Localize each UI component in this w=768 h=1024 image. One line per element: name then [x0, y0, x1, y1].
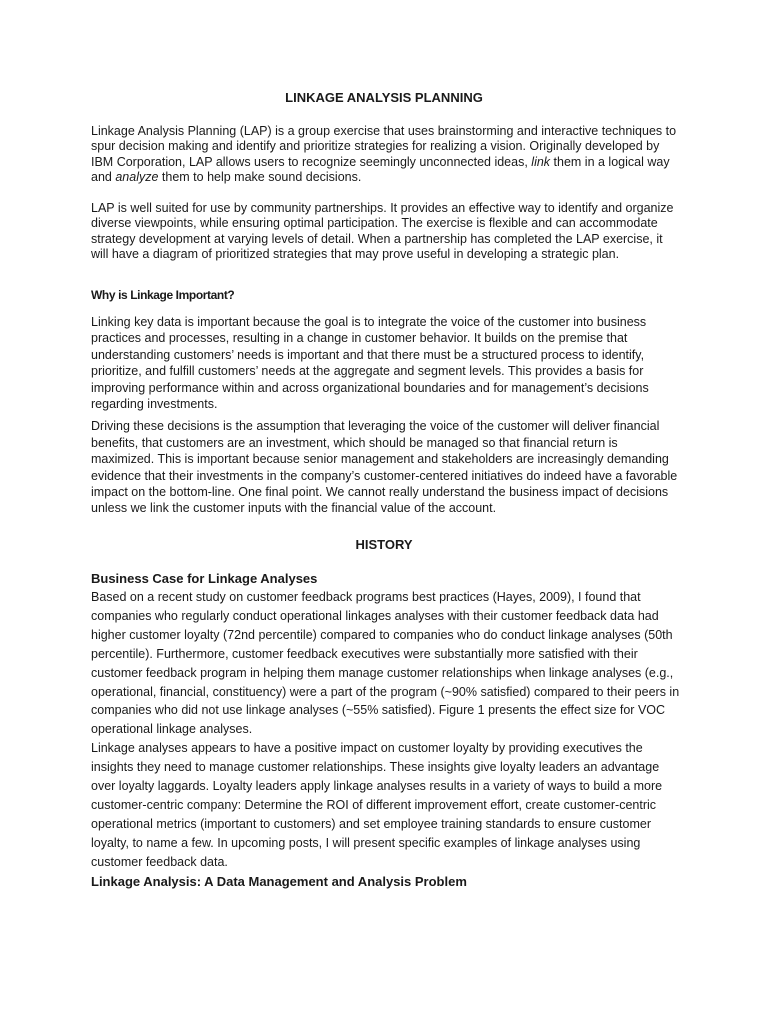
intro-p1-after: them to help make sound decisions. — [158, 169, 362, 184]
history-heading: HISTORY — [355, 537, 413, 552]
intro-paragraph-2: LAP is well suited for use by community partnerships. It provides an effective way to identify and organize diverse viewpoints, while ensuring optimal participation. The exercise is flexible and can accommodate strategy development at varying levels of detail. When a partnership has completed the LAP exercise, it will have a diagram of prioritized strategies that may prove useful in developing a strategic plan. — [91, 201, 674, 262]
intro-paragraph-1 — [91, 124, 683, 185]
data-management-heading: Linkage Analysis: A Data Management and Analysis Problem — [91, 873, 467, 889]
history-paragraph-1: Based on a recent study on customer feedback programs best practices (Hayes, 2009), I found that companies who regularly conduct operational linkages analyses with their customer feedback data had higher customer loyalty (72nd percentile) compared to companies who do conduct linkage analyses (50th percentile). Furthermore, customer feedback executives were substantially more satisfied with their customer feedback program in helping them manage customer relationships when linkage analyses (e.g., operational, financial, constituency) were a part of the program (~90% satisfied) compared to their peers in companies who did not use linkage analyses (~55% satisfied). Figure 1 presents the effect size for VOC operational linkage analyses. — [91, 590, 680, 737]
why-heading: Why is Linkage Important? — [91, 288, 235, 302]
link-word: link — [531, 154, 551, 169]
why-section — [91, 288, 683, 517]
business-case-heading: Business Case for Linkage Analyses — [91, 571, 318, 586]
history-section — [91, 571, 683, 889]
intro-section — [91, 124, 683, 262]
why-paragraph-2: Driving these decisions is the assumption that leveraging the voice of the customer will deliver financial benefits, that customers are an investment, which should be managed so that financial return is maximized. This is important because senior management and stakeholders are increasingly demanding evidence that their investments in the company’s customer-centered initiatives do indeed have a favorable impact on the bottom-line. One final point. We cannot really understand the business impact of decisions unless we link the customer inputs with the financial value of the account. — [91, 419, 678, 516]
analyze-word: analyze — [115, 169, 159, 184]
intro-p1-middle: them in a logical way and — [91, 154, 670, 184]
intro-p1-before: Linkage Analysis Planning (LAP) is a group exercise that uses brainstorming and interactive techniques to spur decision making and identify and prioritize strategies for realizing a vision. Originally developed by IBM Corporation, LAP allows users to recognize seemingly unconnected ideas, — [91, 124, 677, 169]
document-title: LINKAGE ANALYSIS PLANNING — [285, 90, 483, 105]
why-paragraph-1: Linking key data is important because the goal is to integrate the voice of the customer into business practices and processes, resulting in a change in customer behavior. It builds on the premise that understanding customers’ needs is important and that there must be a structured process to identify, prioritize, and fulfill customers’ needs at the aggregate and segment levels. This provides a basis for improving performance within and across organizational boundaries and for management’s decisions regarding investments. — [91, 315, 649, 412]
history-paragraph-2: Linkage analyses appears to have a positive impact on customer loyalty by providing executives the insights they need to manage customer relationships. These insights give loyalty leaders an advantage over loyalty laggards. Loyalty leaders apply linkage analyses results in a variety of ways to build a more customer-centric company: Determine the ROI of different improvement effort, create customer-centric operational metrics (important to customers) and set employee training standards to ensure customer loyalty, to name a few. In upcoming posts, I will present specific examples of linkage analyses using customer feedback data. — [91, 741, 663, 869]
